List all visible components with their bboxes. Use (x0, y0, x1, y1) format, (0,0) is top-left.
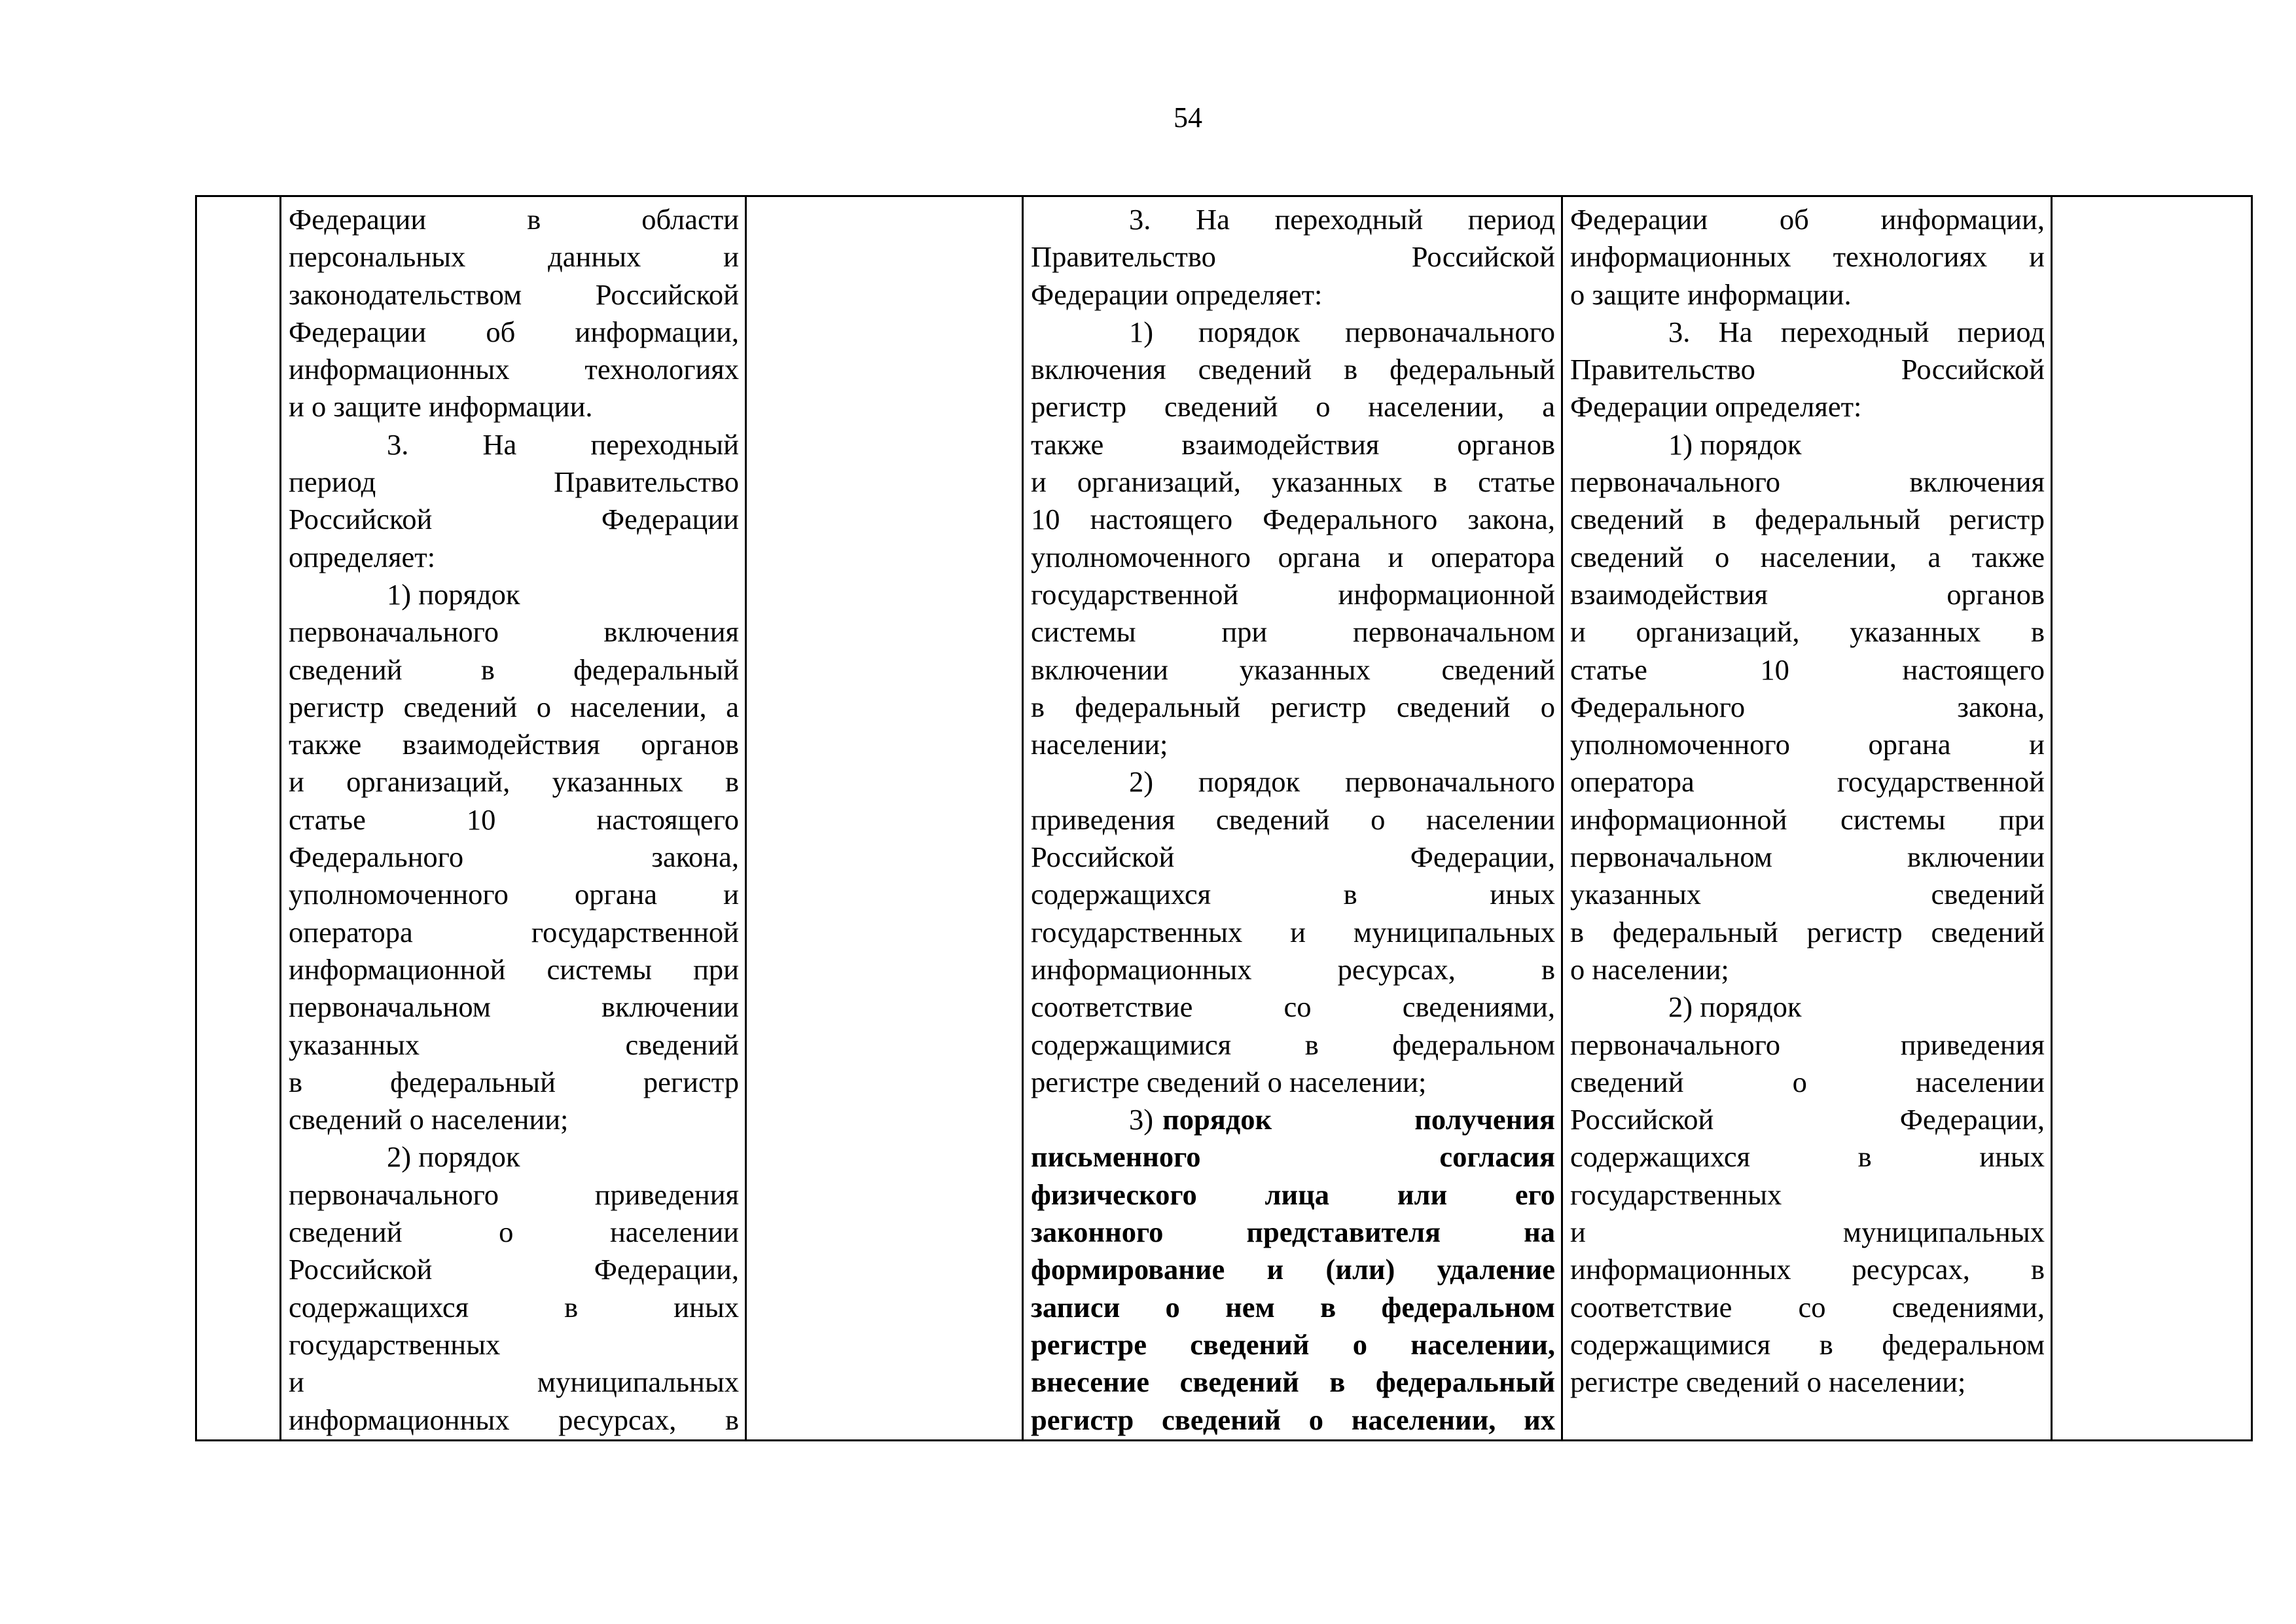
text-line: 2) порядок (1668, 990, 1802, 1024)
text-line-bold: записи о нем в федеральном (1031, 1290, 1555, 1324)
column-divider (2051, 197, 2053, 1439)
text-line-bold: письменного согласия (1031, 1140, 1555, 1174)
page-number: 54 (1174, 101, 1202, 134)
text-line: Федерации в области (289, 203, 739, 236)
text-line: содержащихся в иных (289, 1290, 739, 1324)
text-line: и организаций, указанных в (289, 765, 739, 799)
text-line: Российской Федерации, (1570, 1103, 2045, 1136)
text-line: государственной информационной (1031, 577, 1555, 611)
text-line: приведения сведений о населении (1031, 803, 1555, 836)
text-line: информационных технологиях (289, 353, 739, 386)
text-line: Федерального закона, (1570, 690, 2045, 723)
text-line: первоначальном включении (1570, 840, 2045, 874)
text-line: и муниципальных (289, 1365, 739, 1399)
text-line: Правительство Российской (1031, 240, 1555, 274)
text-line: Федерации об информации, (1570, 203, 2045, 236)
text-line: 1) порядок (1668, 427, 1802, 461)
text-line: регистр сведений о населении, а (289, 690, 739, 723)
text-line: Правительство Российской (1570, 353, 2045, 386)
text-line-bold: внесение сведений в федеральный (1031, 1365, 1555, 1399)
table-cell-current-text (289, 201, 739, 1439)
text-line: Федерации об информации, (289, 315, 739, 348)
table-cell-final-text (1570, 201, 2045, 1401)
text-line: населении; (1031, 728, 1168, 761)
text-line: Федерации определяет: (1031, 278, 1323, 311)
text-line: информационной системы при (1570, 803, 2045, 836)
text-line: о защите информации. (1570, 278, 1852, 311)
text-line: информационных ресурсах, в (1031, 952, 1555, 986)
text-line: оператора государственной (1570, 765, 2045, 799)
text-line: первоначального приведения (289, 1178, 739, 1211)
text-line: Российской Федерации, (1031, 840, 1555, 874)
text-line: и о защите информации. (289, 390, 593, 424)
text-line: о населении; (1570, 952, 1729, 986)
text-line: информационной системы при (289, 952, 739, 986)
text-line: соответствие со сведениями, (1031, 990, 1555, 1024)
text-line-bold: физического лица или его (1031, 1178, 1555, 1211)
text-line: сведений в федеральный (289, 653, 739, 686)
text-line-bold: регистре сведений о населении, (1031, 1327, 1555, 1361)
text-line: регистре сведений о населении; (1570, 1365, 1966, 1399)
text-line: первоначальном включении (289, 990, 739, 1024)
text-line: сведений о населении; (289, 1103, 569, 1136)
text-line: и организаций, указанных в (1570, 615, 2045, 649)
text-line: определяет: (289, 540, 436, 573)
column-divider (1022, 197, 1024, 1439)
text-line: 3. На переходный (387, 427, 739, 461)
text-line: и муниципальных (1570, 1216, 2045, 1249)
text-line: содержащихся в иных (1031, 878, 1555, 911)
text-line: включении указанных сведений (1031, 653, 1555, 686)
text-line: 2) порядок (387, 1140, 520, 1174)
text-line: Федерального закона, (289, 840, 739, 874)
text-fragment-bold: порядок получения (1162, 1103, 1555, 1136)
text-line: оператора государственной (289, 915, 739, 948)
text-line-bold: законного представителя на (1031, 1216, 1555, 1249)
text-line: информационных ресурсах, в (289, 1403, 739, 1436)
text-line: 3. На переходный период (1668, 315, 2045, 348)
text-line: персональных данных и (289, 240, 739, 274)
text-line: 10 настоящего Федерального закона, (1031, 503, 1555, 536)
text-line: статье 10 настоящего (289, 803, 739, 836)
text-line: также взаимодействия органов (1031, 427, 1555, 461)
column-divider (745, 197, 747, 1439)
text-line: информационных технологиях и (1570, 240, 2045, 274)
text-line: первоначального включения (289, 615, 739, 649)
text-line: системы при первоначальном (1031, 615, 1555, 649)
text-line: первоначального включения (1570, 465, 2045, 499)
text-line: сведений о населении (289, 1216, 739, 1249)
text-line: регистре сведений о населении; (1031, 1065, 1427, 1098)
text-line: статье 10 настоящего (1570, 653, 2045, 686)
text-line: первоначального приведения (1570, 1028, 2045, 1061)
text-line: содержащихся в иных (1570, 1140, 2045, 1174)
text-line: уполномоченного органа и оператора (1031, 540, 1555, 573)
column-divider (1561, 197, 1563, 1439)
text-line: информационных ресурсах, в (1570, 1253, 2045, 1286)
text-line: содержащимися в федеральном (1570, 1327, 2045, 1361)
text-line: в федеральный регистр (289, 1065, 739, 1098)
text-line: включения сведений в федеральный (1031, 353, 1555, 386)
text-line: указанных сведений (289, 1028, 739, 1061)
text-line: 1) порядок (387, 577, 520, 611)
text-fragment: 3) (1129, 1103, 1154, 1136)
text-line: уполномоченного органа и (289, 878, 739, 911)
text-line-bold: формирование и (или) удаление (1031, 1253, 1555, 1286)
text-line: 1) порядок первоначального (1129, 315, 1555, 348)
text-line: 2) порядок первоначального (1129, 765, 1555, 799)
text-line: Российской Федерации (289, 503, 739, 536)
text-line: в федеральный регистр сведений (1570, 915, 2045, 948)
text-line: Федерации определяет: (1570, 390, 1862, 424)
text-line: взаимодействия органов (1570, 577, 2045, 611)
text-line: Российской Федерации, (289, 1253, 739, 1286)
table-cell-proposed-text (1031, 201, 1555, 1439)
text-line-mixed (1031, 1101, 1555, 1138)
column-divider (279, 197, 281, 1439)
text-line: сведений в федеральный регистр (1570, 503, 2045, 536)
text-line: соответствие со сведениями, (1570, 1290, 2045, 1324)
text-line: и организаций, указанных в статье (1031, 465, 1555, 499)
text-line: сведений о населении, а также (1570, 540, 2045, 573)
text-line: уполномоченного органа и (1570, 728, 2045, 761)
text-line: государственных (289, 1327, 501, 1361)
text-line: содержащимися в федеральном (1031, 1028, 1555, 1061)
text-line-bold: регистр сведений о населении, их (1031, 1403, 1555, 1436)
text-line: законодательством Российской (289, 278, 739, 311)
text-line: в федеральный регистр сведений о (1031, 690, 1555, 723)
text-line: 3. На переходный период (1129, 203, 1555, 236)
text-line: сведений о населении (1570, 1065, 2045, 1098)
text-line: государственных и муниципальных (1031, 915, 1555, 948)
text-line: государственных (1570, 1178, 1782, 1211)
text-line: период Правительство (289, 465, 739, 499)
comparison-table (195, 195, 2253, 1441)
text-line: также взаимодействия органов (289, 728, 739, 761)
text-line: регистр сведений о населении, а (1031, 390, 1555, 424)
text-line: указанных сведений (1570, 878, 2045, 911)
